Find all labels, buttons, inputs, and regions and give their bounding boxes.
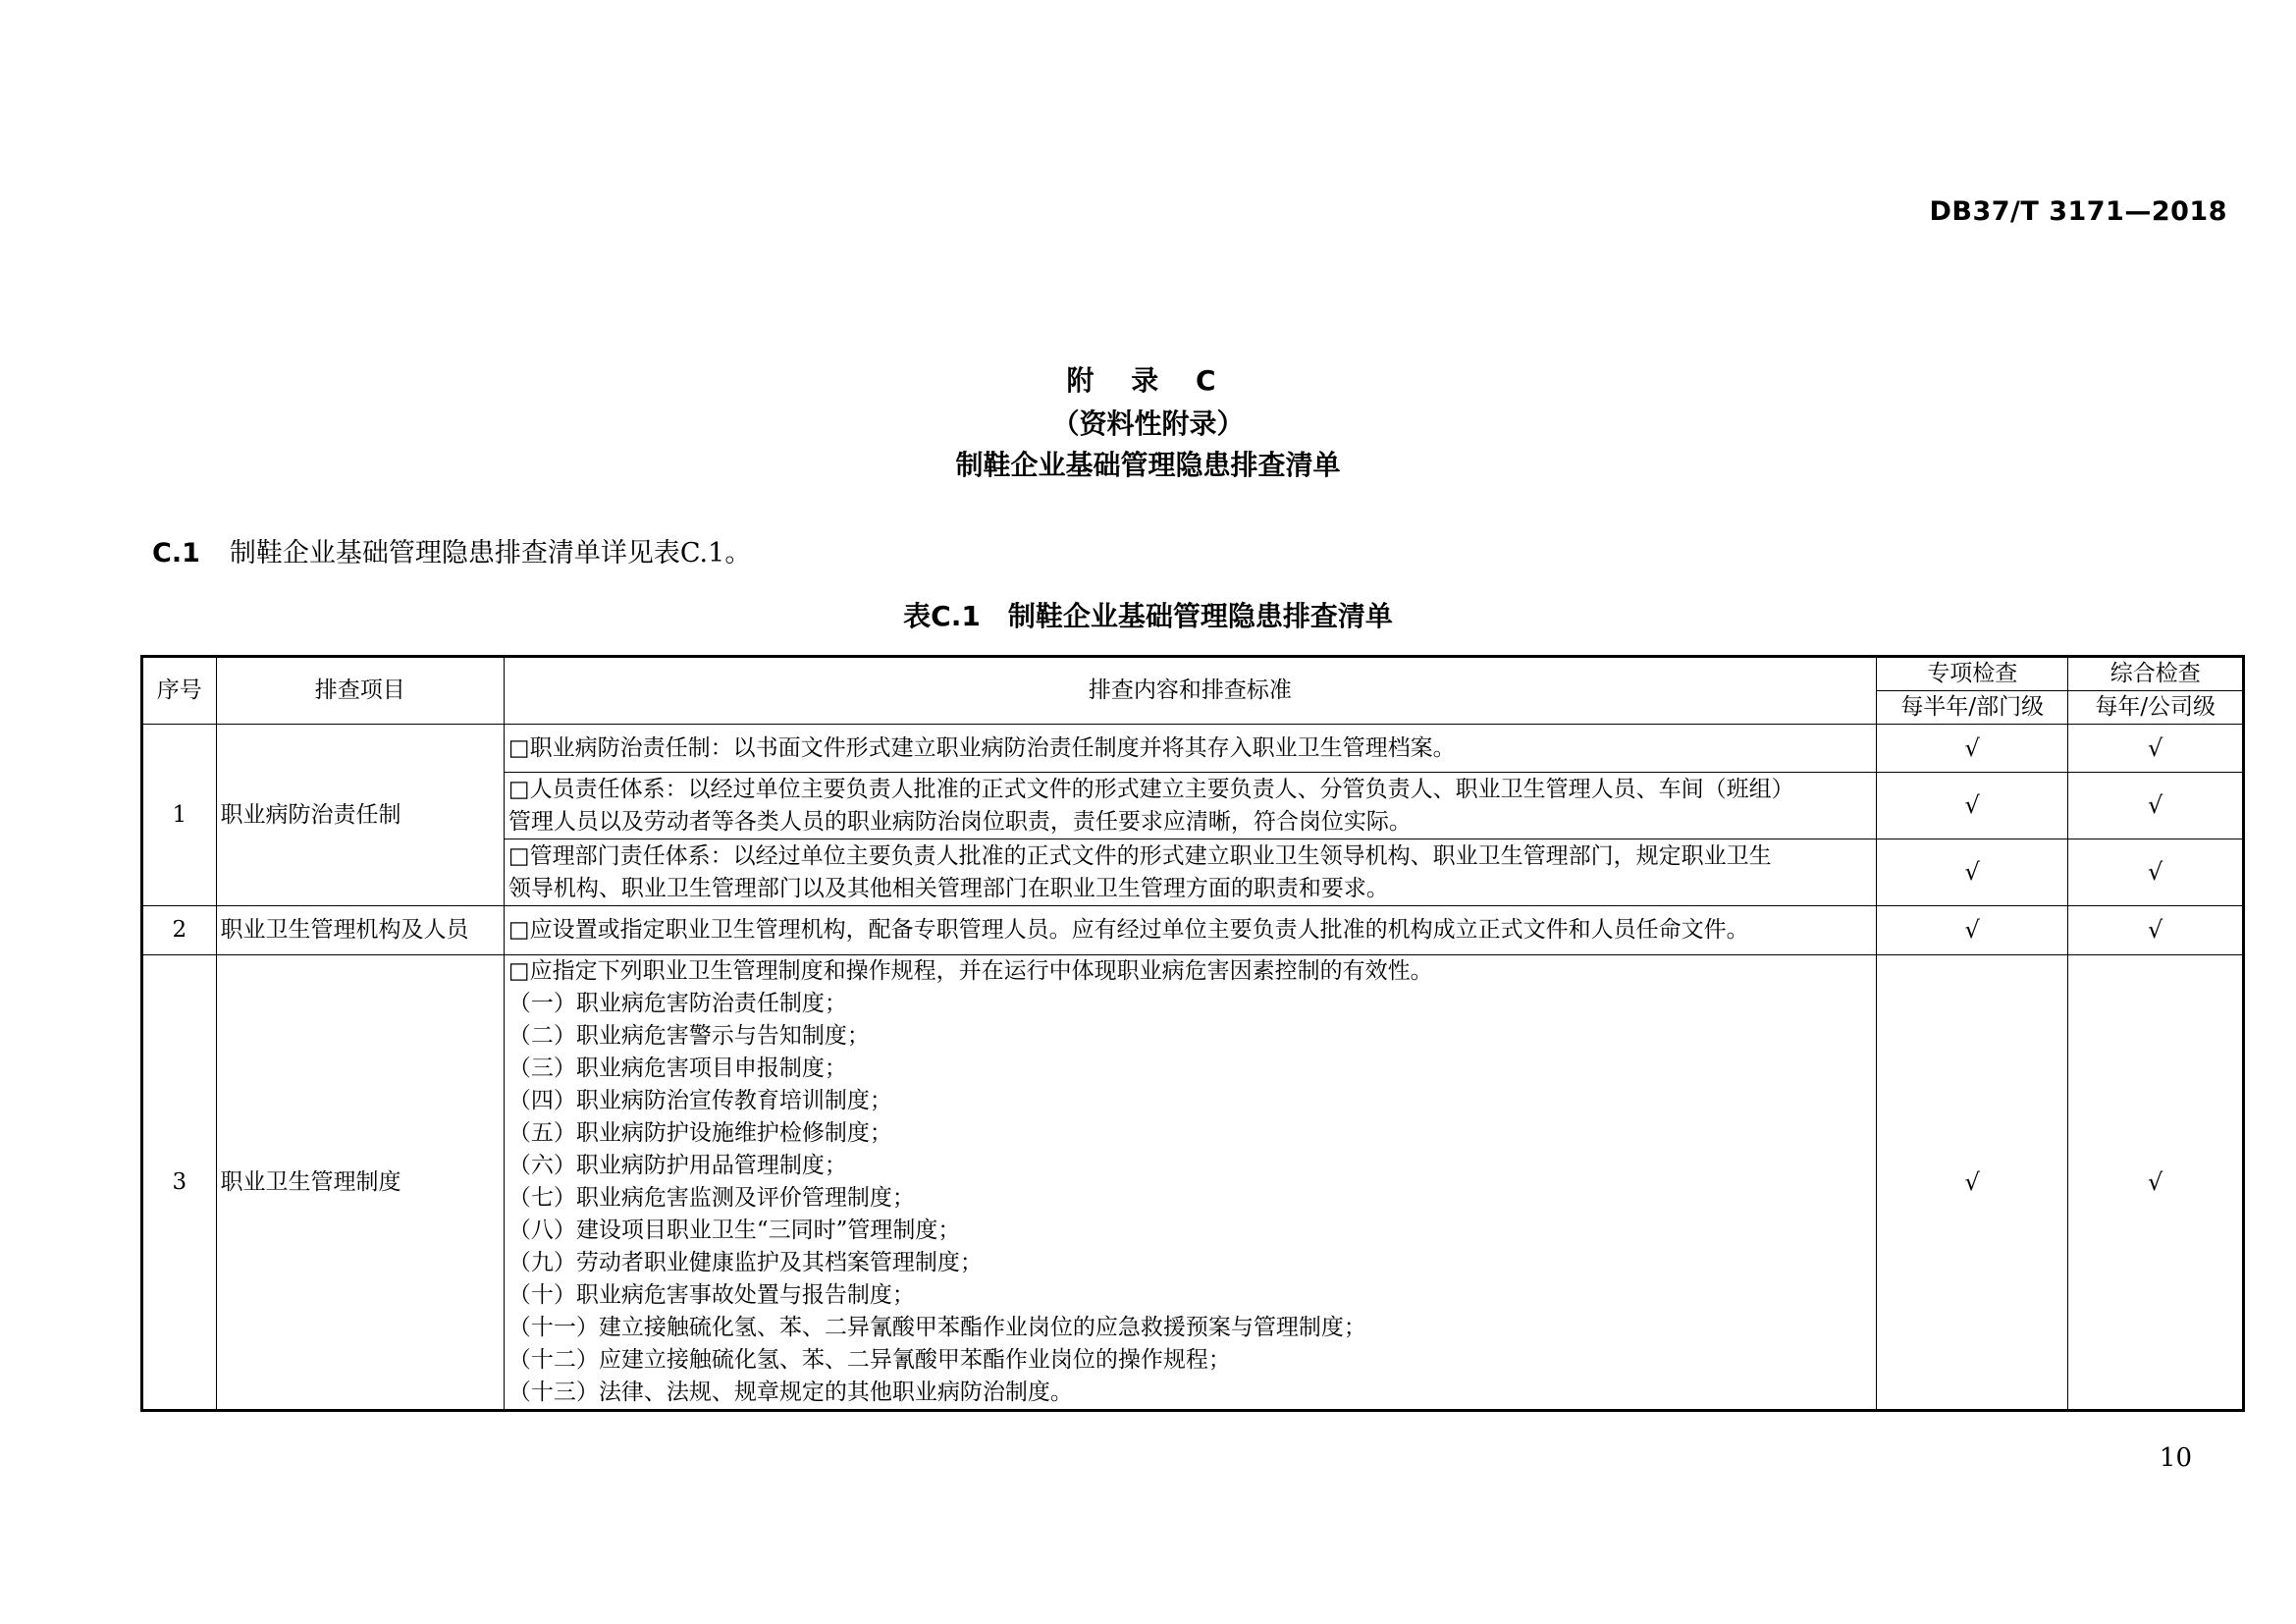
appendix-type: （资料性附录）	[1051, 407, 1245, 440]
table-row	[142, 906, 2244, 955]
section-c1	[152, 531, 751, 569]
header-special-frequency: 每半年/部门级	[1877, 691, 2068, 725]
content-line: （十一）建立接触硫化氢、苯、二异氰酸甲苯酯作业岗位的应急救援预案与管理制度；	[507, 1315, 1366, 1340]
table-header-row	[142, 657, 2244, 691]
content-line: 管理人员以及劳动者等各类人员的职业病防治岗位职责，责任要求应清晰，符合岗位实际。	[507, 808, 1412, 835]
row-number: 3	[142, 955, 217, 1411]
content-line: （八）建设项目职业卫生“三同时”管理制度；	[507, 1218, 961, 1243]
header-comprehensive-frequency: 每年/公司级	[2068, 691, 2244, 725]
comprehensive-check-mark: √	[2068, 839, 2244, 906]
content-line: （四）职业病防治宣传教育培训制度；	[507, 1088, 892, 1113]
content-line: □人员责任体系：以经过单位主要负责人批准的正式文件的形式建立主要负责人、分管负责人、职业卫生管理人员、车间（班组）	[507, 776, 1794, 802]
content-line: （六）职业病防护用品管理制度；	[507, 1153, 847, 1178]
content-line: 领导机构、职业卫生管理部门以及其他相关管理部门在职业卫生管理方面的职责和要求。	[507, 875, 1389, 901]
row-number: 1	[142, 725, 217, 906]
content-line: （十二）应建立接触硫化氢、苯、二异氰酸甲苯酯作业岗位的操作规程；	[507, 1347, 1231, 1373]
appendix-name: 制鞋企业基础管理隐患排查清单	[955, 449, 1341, 481]
table-caption	[0, 595, 2296, 634]
row-content	[504, 773, 1876, 839]
content-line: （五）职业病防护设施维护检修制度；	[507, 1120, 892, 1146]
header-no: 序号	[142, 657, 217, 725]
row-content	[504, 906, 1876, 955]
comprehensive-check-mark: √	[2068, 906, 2244, 955]
table-row	[142, 955, 2244, 1411]
page-number: 10	[2159, 1443, 2192, 1473]
comprehensive-check-mark: √	[2068, 955, 2244, 1411]
special-check-mark: √	[1877, 839, 2068, 906]
header-special-check: 专项检查	[1877, 657, 2068, 691]
content-line: （七）职业病危害监测及评价管理制度；	[507, 1185, 915, 1211]
content-line: □管理部门责任体系：以经过单位主要负责人批准的正式文件的形式建立职业卫生领导机构、职业卫生管理部门，规定职业卫生	[507, 842, 1772, 869]
row-content	[504, 725, 1876, 773]
special-check-mark: √	[1877, 955, 2068, 1411]
content-line: （三）职业病危害项目申报制度；	[507, 1056, 847, 1081]
table-caption-number: 表C.1	[903, 600, 981, 632]
special-check-mark: √	[1877, 725, 2068, 773]
special-check-mark: √	[1877, 906, 2068, 955]
section-text: 制鞋企业基础管理隐患排查清单详见表C.1。	[229, 538, 752, 568]
appendix-title: 附 录 C	[1066, 364, 1230, 397]
header-item: 排查项目	[216, 657, 504, 725]
content-line: （十三）法律、法规、规章规定的其他职业病防治制度。	[507, 1380, 1073, 1405]
content-line: （一）职业病危害防治责任制度；	[507, 991, 847, 1016]
row-number: 2	[142, 906, 217, 955]
section-number: C.1	[152, 538, 200, 568]
row-content	[504, 839, 1876, 906]
document-code: DB37/T 3171—2018	[1929, 196, 2227, 227]
row-item: 职业病防治责任制	[216, 725, 504, 906]
comprehensive-check-mark: √	[2068, 725, 2244, 773]
content-line: （二）职业病危害警示与告知制度；	[507, 1023, 870, 1049]
header-comprehensive-check: 综合检查	[2068, 657, 2244, 691]
special-check-mark: √	[1877, 773, 2068, 839]
content-line: （十）职业病危害事故处置与报告制度；	[507, 1282, 915, 1308]
table-row	[142, 725, 2244, 773]
content-line: □应指定下列职业卫生管理制度和操作规程，并在运行中体现职业病危害因素控制的有效性。	[507, 958, 1433, 984]
table-caption-title: 制鞋企业基础管理隐患排查清单	[1007, 600, 1393, 632]
checklist-table	[140, 655, 2245, 1412]
row-item: 职业卫生管理机构及人员	[216, 906, 504, 955]
content-line: □职业病防治责任制：以书面文件形式建立职业病防治责任制度并将其存入职业卫生管理档案。	[507, 734, 1456, 761]
content-line: （九）劳动者职业健康监护及其档案管理制度；	[507, 1250, 983, 1275]
header-content: 排查内容和排查标准	[504, 657, 1876, 725]
row-content	[504, 955, 1876, 1411]
content-line: □应设置或指定职业卫生管理机构，配备专职管理人员。应有经过单位主要负责人批准的机构成立正式文件和人员任命文件。	[507, 917, 1749, 943]
row-item: 职业卫生管理制度	[216, 955, 504, 1411]
comprehensive-check-mark: √	[2068, 773, 2244, 839]
